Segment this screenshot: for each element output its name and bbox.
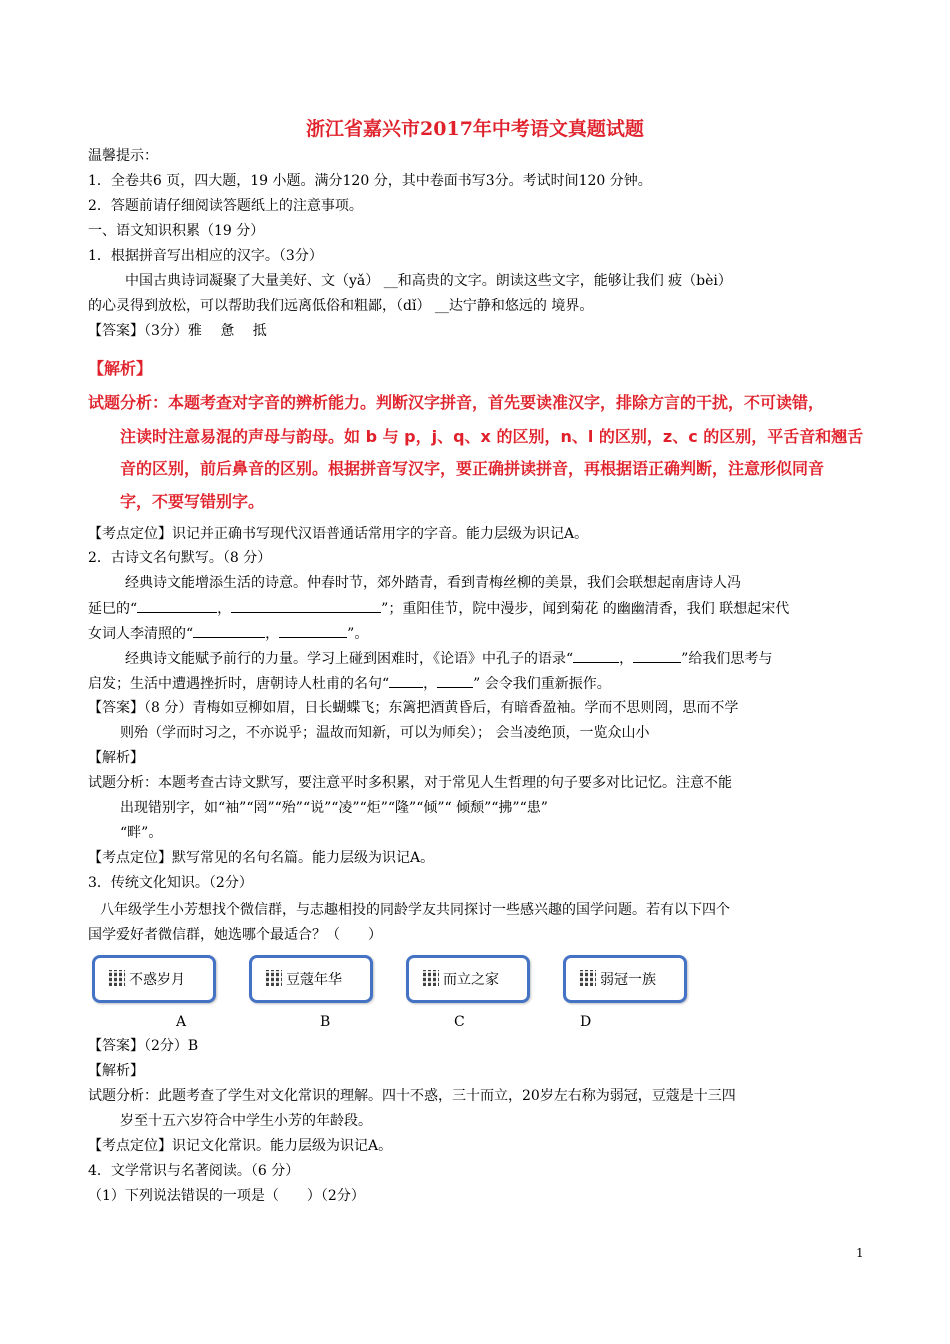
q2-p3-start: 女词人李清照的“ xyxy=(88,626,194,642)
blank-1[interactable] xyxy=(137,598,217,613)
q2-analysis-3: “畔”。 xyxy=(120,825,163,841)
qr-code-icon xyxy=(266,970,282,986)
blank-5[interactable] xyxy=(573,648,619,663)
q3-answer: 【答案】（2分）B xyxy=(88,1038,199,1054)
group-name: 而立之家 xyxy=(443,972,499,988)
q1-paragraph-1: 中国古典诗词凝聚了大量美好、文（yǎ） __和高贵的文字。朗读这些文字，能够让我们 疲（bèi） xyxy=(125,273,732,289)
q3-paragraph-2: 国学爱好者微信群，她选哪个最适合？（ ） xyxy=(88,927,382,943)
wechat-group-card-b xyxy=(249,955,373,1003)
q3-jiexi-label: 【解析】 xyxy=(88,1063,144,1079)
page-title: 浙江省嘉兴市2017年中考语文真题试题 xyxy=(306,118,644,140)
q2-p3-end: ”。 xyxy=(347,626,369,642)
page-number: 1 xyxy=(856,1246,864,1260)
q2-paragraph-5 xyxy=(88,673,611,694)
option-a: A xyxy=(176,1014,187,1030)
q1-stem: 1．根据拼音写出相应的汉字。（3分） xyxy=(88,248,323,264)
q2-jiexi-label: 【解析】 xyxy=(88,750,144,766)
q2-analysis-1: 试题分析：本题考查古诗文默写，要注意平时多积累，对于常见人生哲理的句子要多对比记忆。注意不能 xyxy=(88,775,732,791)
section-heading: 一、语文知识积累（19 分） xyxy=(88,223,265,239)
q2-paragraph-2 xyxy=(88,598,789,619)
comma: ， xyxy=(217,601,232,617)
q2-kaodian: 【考点定位】默写常见的名句名篇。能力层级为识记A。 xyxy=(88,850,435,866)
q2-stem: 2．古诗文名句默写。（8 分） xyxy=(88,550,272,566)
comma: ， xyxy=(423,676,438,692)
blank-6[interactable] xyxy=(633,648,681,663)
blank-7[interactable] xyxy=(389,673,423,688)
q2-analysis-2: 出现错别字，如“袖”“罔”“殆”“说”“凌”“炬”“隆”“倾”“ 倾颓”“拂”“患” xyxy=(120,800,548,816)
q3-kaodian: 【考点定位】识记文化常识。能力层级为识记A。 xyxy=(88,1138,393,1154)
q1-jiexi-label: 【解析】 xyxy=(88,359,153,378)
q3-stem: 3．传统文化知识。（2分） xyxy=(88,875,253,891)
q2-answer-2: 则殆（学而时习之，不亦说乎；温故而知新，可以为师矣）； 会当凌绝顶，一览众山小 xyxy=(120,725,650,741)
q1-kaodian: 【考点定位】识记并正确书写现代汉语普通话常用字的字音。能力层级为识记A。 xyxy=(88,526,589,542)
blank-3[interactable] xyxy=(193,623,265,638)
q2-p5-start: 启发；生活中遭遇挫折时，唐朝诗人杜甫的名句“ xyxy=(88,676,390,692)
q3-analysis-1: 试题分析：此题考查了学生对文化常识的理解。四十不惑，三十而立，20岁左右称为弱冠，豆蔻是十三四 xyxy=(88,1088,736,1104)
q1-analysis-line-1: 试题分析：本题考查对字音的辨析能力。判断汉字拼音，首先要读准汉字，排除方言的干扰，不可读错， xyxy=(88,393,825,412)
q2-p2-end: ”；重阳佳节，院中漫步，闻到菊花 的幽幽清香，我们 联想起宋代 xyxy=(381,601,790,617)
group-name: 豆蔻年华 xyxy=(286,972,342,988)
group-name: 不惑岁月 xyxy=(129,972,185,988)
q2-p4-end: ”给我们思考与 xyxy=(681,651,773,667)
tip-line-2: 2．答题前请仔细阅读答题纸上的注意事项。 xyxy=(88,198,363,214)
tip-label: 温馨提示： xyxy=(88,148,158,164)
q1-analysis-line-2: 注读时注意易混的声母与韵母。如 b 与 p，j、q、x 的区别，n、l 的区别，z、c 的区别，平舌音和翘舌 xyxy=(120,427,864,446)
q1-analysis-line-3: 音的区别，前后鼻音的区别。根据拼音写汉字，要正确拼读拼音，再根据语正确判断，注意形似同音 xyxy=(120,459,825,478)
comma: ， xyxy=(619,651,634,667)
q1-answer: 【答案】（3分）雅 惫 抵 xyxy=(88,323,267,339)
q2-p4-start: 经典诗文能赋予前行的力量。学习上碰到困难时，《论语》中孔子的语录“ xyxy=(125,651,574,667)
q2-paragraph-3 xyxy=(88,623,368,644)
q3-analysis-2: 岁至十五六岁符合中学生小芳的年龄段。 xyxy=(120,1113,372,1129)
wechat-group-card-a xyxy=(92,955,216,1003)
q2-p2-start: 延巳的“ xyxy=(88,601,138,617)
q2-paragraph-4 xyxy=(125,648,772,669)
wechat-group-card-d xyxy=(563,955,687,1003)
q4-stem: 4．文学常识与名著阅读。（6 分） xyxy=(88,1163,300,1179)
q1-paragraph-2: 的心灵得到放松，可以帮助我们远离低俗和粗鄙，（dǐ） __达宁静和悠远的 境界。 xyxy=(88,298,594,314)
q1-analysis-line-4: 字，不要写错别字。 xyxy=(120,492,265,511)
q2-paragraph-1: 经典诗文能增添生活的诗意。仲春时节，郊外踏青，看到青梅丝柳的美景，我们会联想起南唐诗人冯 xyxy=(125,575,741,591)
group-name: 弱冠一族 xyxy=(600,972,656,988)
comma: ， xyxy=(265,626,280,642)
option-b: B xyxy=(320,1014,331,1030)
wechat-group-card-c xyxy=(406,955,530,1003)
qr-code-icon xyxy=(109,970,125,986)
blank-8[interactable] xyxy=(437,673,473,688)
qr-code-icon xyxy=(423,970,439,986)
q2-p5-end: ” 会令我们重新振作。 xyxy=(473,676,611,692)
q4-sub-question-1: （1）下列说法错误的一项是（ ）（2分） xyxy=(88,1188,365,1204)
option-d: D xyxy=(580,1014,592,1030)
q2-answer-1: 【答案】（8 分）青梅如豆柳如眉，日长蝴蝶飞；东篱把酒黄昏后，有暗香盈袖。学而不思则罔，思而不学 xyxy=(88,700,739,716)
q3-paragraph-1: 八年级学生小芳想找个微信群，与志趣相投的同龄学友共同探讨一些感兴趣的国学问题。若有以下四个 xyxy=(100,902,730,918)
blank-4[interactable] xyxy=(279,623,347,638)
option-c: C xyxy=(454,1014,465,1030)
tip-line-1: 1．全卷共6 页，四大题，19 小题。满分120 分，其中卷面书写3分。考试时间120 分钟。 xyxy=(88,173,652,189)
blank-2[interactable] xyxy=(231,598,381,613)
qr-code-icon xyxy=(580,970,596,986)
